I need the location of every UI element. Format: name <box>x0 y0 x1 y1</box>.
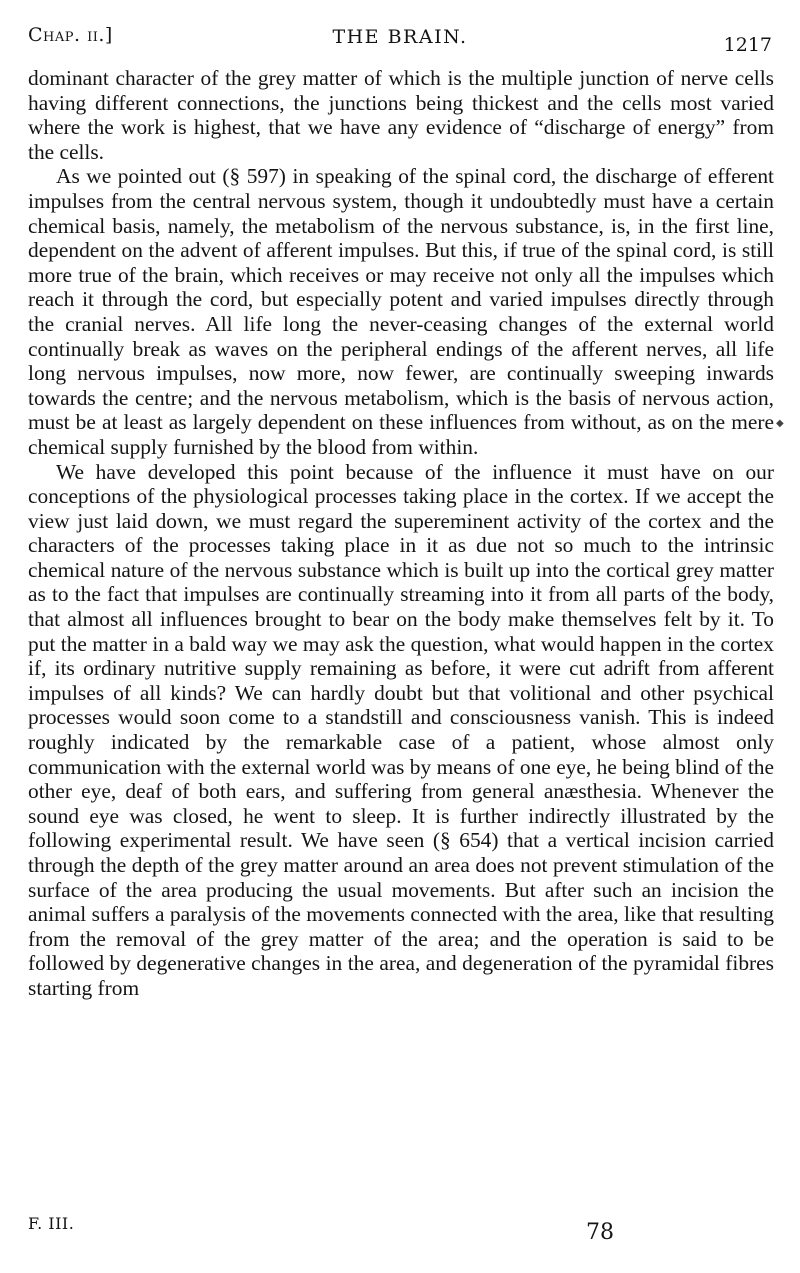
margin-mark: ◆ <box>776 418 784 429</box>
page-number: 1217 <box>723 34 772 56</box>
signature-mark: F. III. <box>28 1214 75 1233</box>
chapter-label: Chap. ii.] <box>28 24 113 46</box>
running-head <box>28 18 772 54</box>
paragraph-cortex-processes: We have developed this point because of the influence it must have on our conceptions of the physiological processes taking place in the cortex. If we accept the view just laid down, we must regard the supereminent activity of the cortex and the characters of the processes taking place in it as due not so much to the intrinsic chemical nature of the nervous substance which is built up into the cortical grey matter as to the fact that impulses are continually streaming into it from all parts of the body, that almost all influences brought to bear on the body make themselves felt by it. To put the matter in a bald way we may ask the question, what would happen in the cortex if, its ordinary nutritive supply remaining as before, it were cut adrift from afferent impulses of all kinds? We can hardly doubt but that volitional and other psychical processes would soon come to a standstill and consciousness vanish. This is indeed roughly indicated by the remarkable case of a patient, whose almost only communication with the external world was by means of one eye, he being blind of the other eye, deaf of both ears, and suffering from general anæsthesia. Whenever the sound eye was closed, he went to sleep. It is further indirectly illustrated by the following experimental result. We have seen (§ 654) that a vertical incision carried through the depth of the grey matter around an area does not prevent stimulation of the surface of the area producing the usual movements. But after such an incision the animal suffers a paralysis of the movements connected with the area, like that resulting from the removal of the grey matter of the area; and the operation is said to be followed by degenerative changes in the area, and degeneration of the pyramidal fibres starting from <box>28 459 774 1000</box>
sheet-number: 78 <box>586 1220 614 1245</box>
page-title: THE BRAIN. <box>332 26 468 48</box>
body-text <box>28 66 774 1001</box>
paragraph-continued: dominant character of the grey matter of which is the multiple junction of nerve cells having different connections, the junctions being thickest and the cells most varied where the work is highest, that we have any evidence of “discharge of energy” from the cells. <box>28 66 774 164</box>
paragraph-afferent-impulses: As we pointed out (§ 597) in speaking of the spinal cord, the discharge of efferent impulses from the central nervous system, though it undoubtedly must have a certain chemical basis, namely, the metabolism of the nervous substance, is, in the first line, dependent on the advent of afferent impulses. But this, if true of the spinal cord, is still more true of the brain, which receives or may receive not only all the impulses which reach it through the cord, but especially potent and varied impulses directly through the cranial nerves. All life long the never-ceasing changes of the external world continually break as waves on the peripheral endings of the afferent nerves, all life long nervous impulses, now more, now fewer, are continually sweeping inwards towards the centre; and the nervous metabolism, which is the basis of nervous action, must be at least as largely dependent on these influences from without, as on the mere chemical supply furnished by the blood from within. <box>28 164 774 459</box>
page-footer <box>28 1214 772 1254</box>
